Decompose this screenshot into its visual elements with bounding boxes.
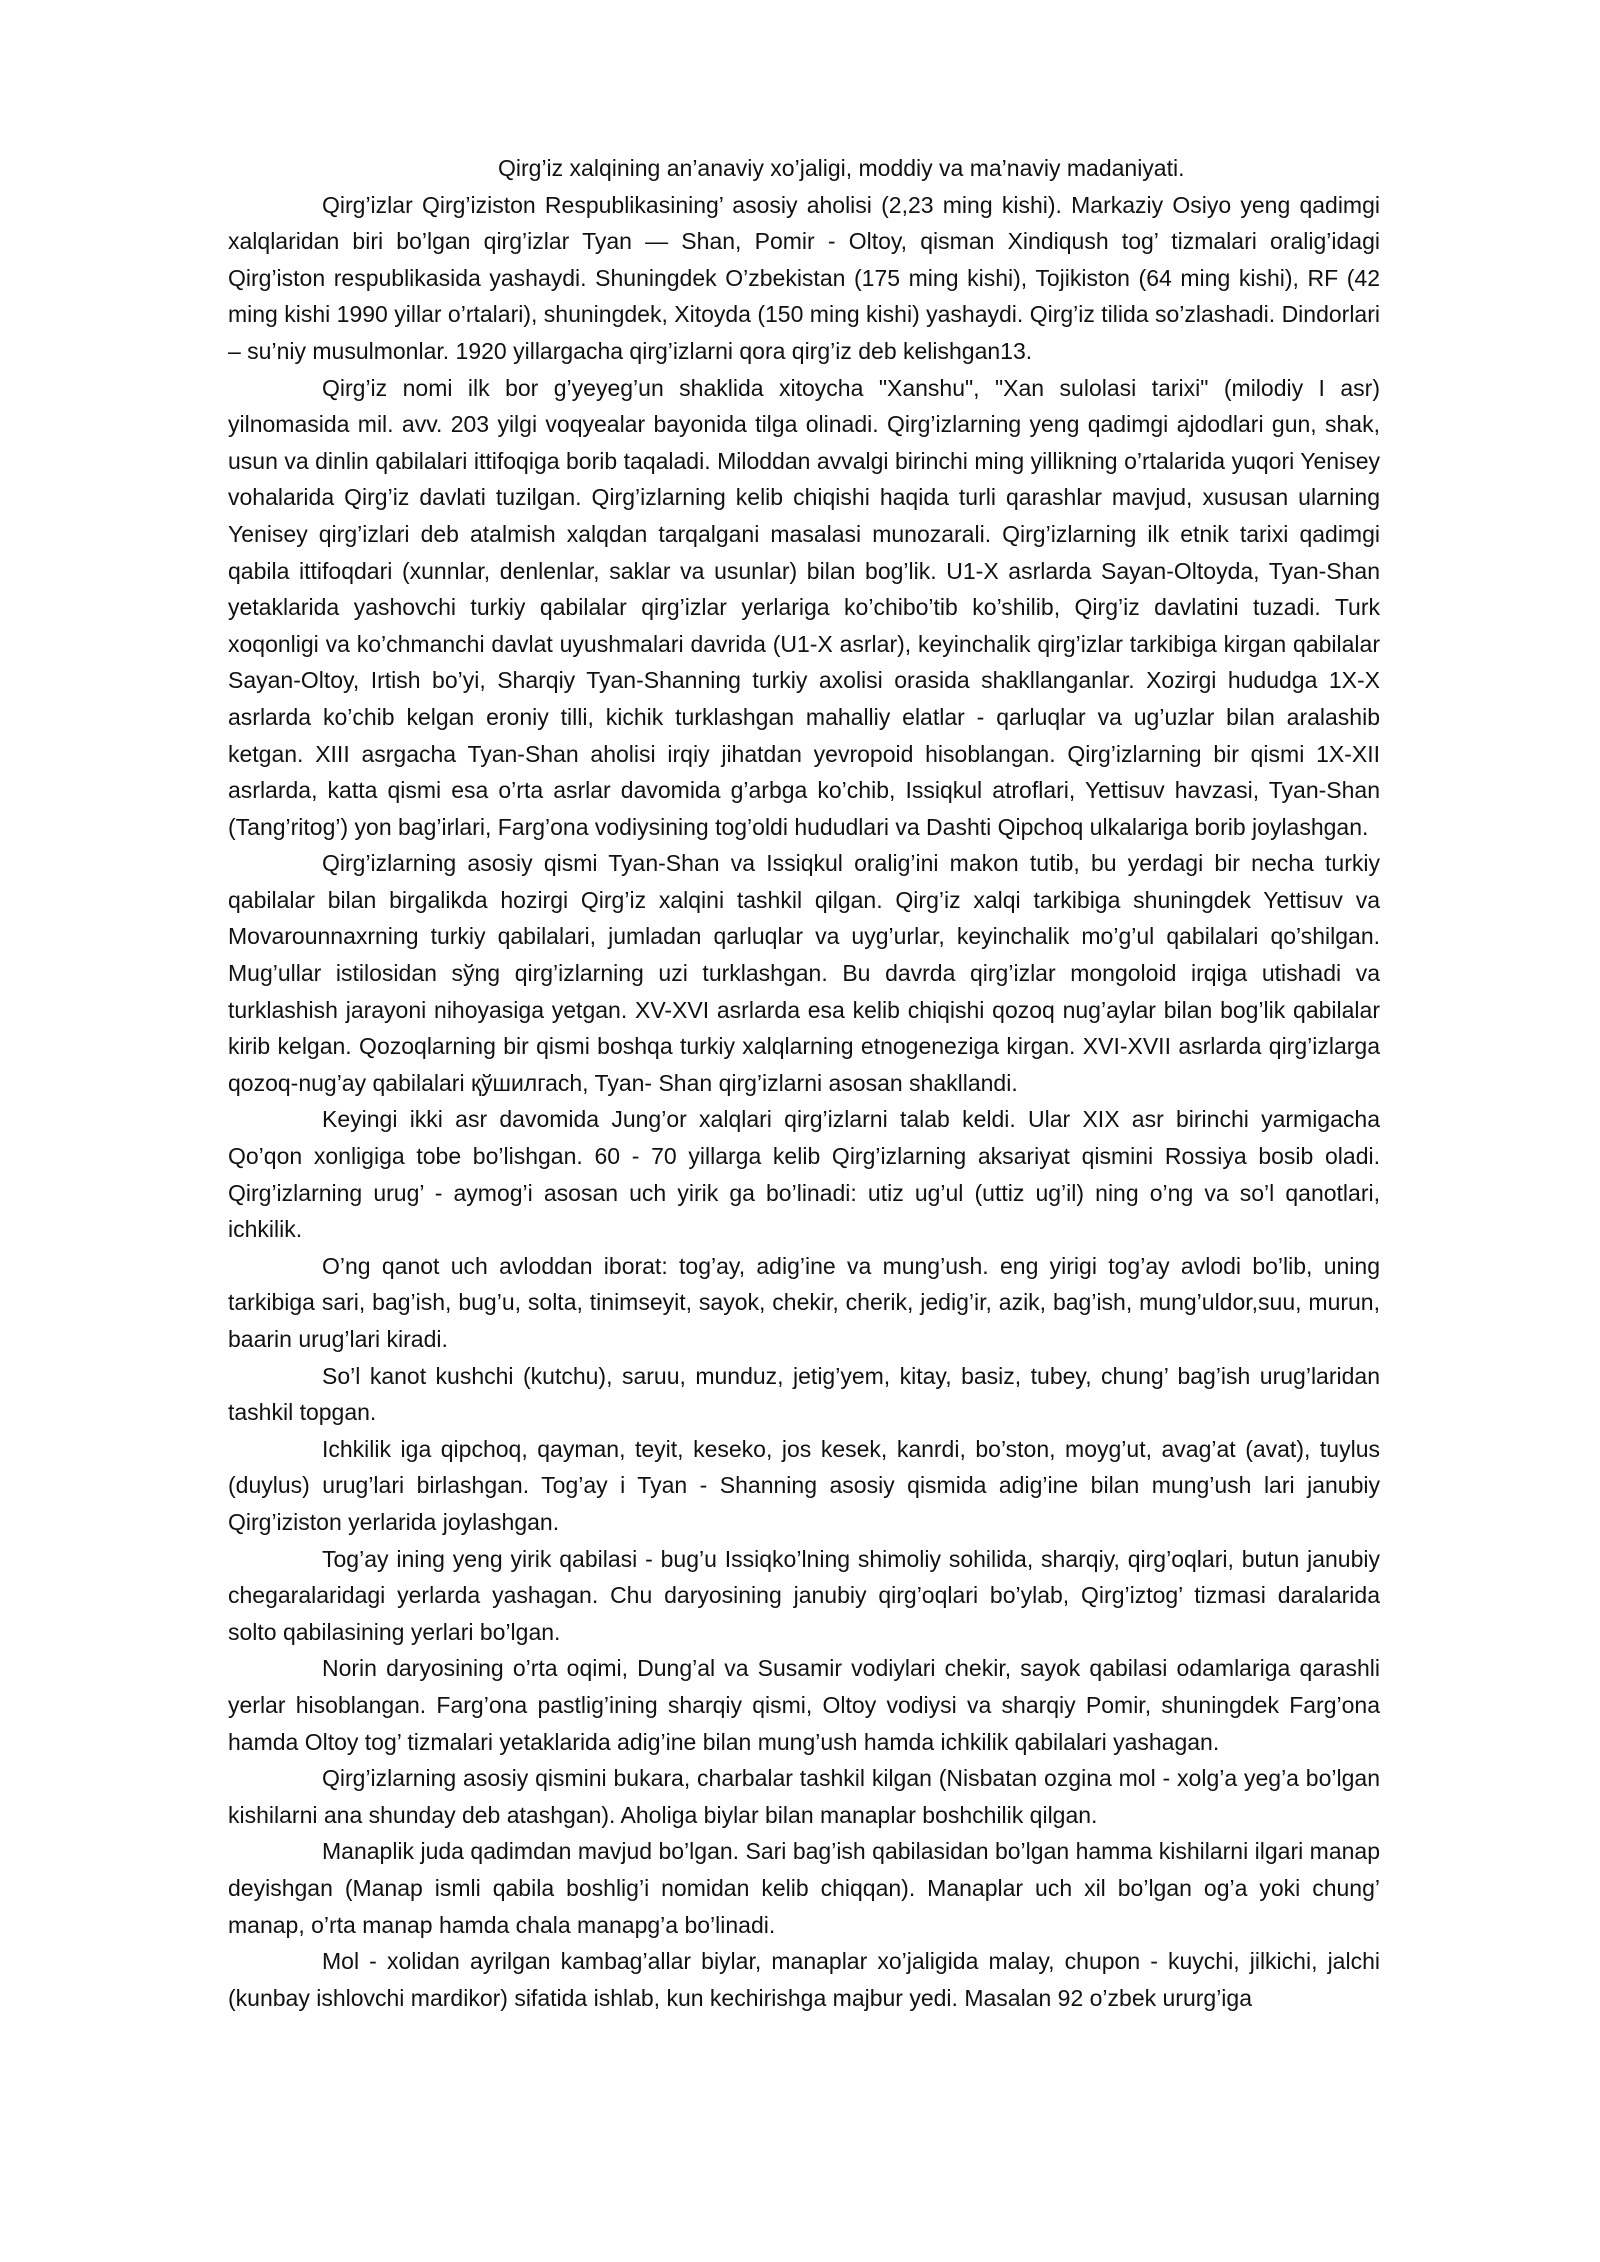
paragraph-poor: Mol - xolidan ayrilgan kambag’allar biylar, manaplar xo’jaligida malay, chupon - kuychi, jilkichi, jalchi (kunbay ishlovchi mardikor) sifatida ishlab, kun kechirishga majbur yedi. Masalan 92 o’zbek ururg’iga xyxy=(228,1948,1380,2011)
page-title: Qirg’iz xalqining an’anaviy xo’jaligi, moddiy va ma’naviy madaniyati. xyxy=(498,155,1185,181)
paragraph-history: Keyingi ikki asr davomida Jung’or xalqlari qirg’izlarni talab keldi. Ular XIX asr birinchi yarmigacha Qo’qon xonligiga tobe bo’lishgan. 60 - 70 yillarga kelib Qirg’izlarning aksariyat qismini Rossiya bosib oladi. Qirg’izlarning urug’ - aymog’i asosan uch yirik ga bo’linadi: utiz ug’ul (uttiz ug’il) ning o’ng va so’l qanotlari, ichkilik. xyxy=(228,1106,1380,1243)
paragraph-left-wing: So’l kanot kushchi (kutchu), saruu, munduz, jetig’yem, kitay, basiz, tubey, chung’ bag’ish urug’laridan tashkil topgan. xyxy=(228,1362,1380,1426)
paragraph-origin: Qirg’iz nomi ilk bor g’yeyeg’un shaklida xitoycha "Xanshu", "Xan sulolasi tarixi" (milodiy I asr) yilnomasida mil. avv. 203 yilgi voqyealar bayonida tilga olinadi. Qirg’izlarning yeng qadimgi ajdodlari gun, shak, usun va dinlin qabilalari ittifoqiga borib taqaladi. Miloddan avvalgi birinchi ming yillikning o’rtalarida yuqori Yenisey vohalarida Qirg’iz davlati tuzilgan. Qirg’izlarning kelib chiqishi haqida turli qarashlar mavjud, xususan ularning Yenisey qirg’izlari deb atalmish xalqdan tarqalgani masalasi munozarali. Qirg’izlarning ilk etnik tarixi qadimgi qabila ittifoqdari (xunnlar, denlenlar, saklar va usunlar) bilan bog’lik. U1-X asrlarda Sayan-Oltoyda, Tyan-Shan yetaklarida yashovchi turkiy qabilalar qirg’izlar yerlariga ko’chibo’tib ko’shilib, Qirg’iz davlatini tuzadi. Turk xoqonligi va ko’chmanchi davlat uyushmalari davrida (U1-X asrlar), keyinchalik qirg’izlar tarkibiga kirgan qabilalar Sayan-Oltoy, Irtish bo’yi, Sharqiy Tyan-Shanning turkiy axolisi orasida shakllanganlar. Xozirgi hududga 1X-X asrlarda ko’chib kelgan eroniy tilli, kichik turklashgan mahalliy elatlar - qarluqlar va ug’uzlar bilan aralashib ketgan. XIII asrgacha Tyan-Shan aholisi irqiy jihatdan yevropoid hisoblangan. Qirg’izlarning bir qismi 1X-XII asrlarda, katta qismi esa o’rta asrlar davomida g’arbga ko’chib, Issiqkul atroflari, Yettisuv havzasi, Tyan-Shan (Tang’ritog’) yon bag’irlari, Farg’ona vodiysining tog’oldi hududlari va Dashti Qipchoq ulkalariga borib joylashgan. xyxy=(228,374,1380,840)
paragraph-population: Qirg’izlar Qirg’iziston Respublikasining’ asosiy aholisi (2,23 ming kishi). Markaziy Osiyo yeng qadimgi xalqlaridan biri bo’lgan qirg’izlar Tyan — Shan, Pomir - Oltoy, qisman Xindiqush tog’ tizmalari oralig’idagi Qirg’iston respublikasida yashaydi. Shuningdek O’zbekistan (175 ming kishi), Tojikiston (64 ming kishi), RF (42 ming kishi 1990 yillar o’rtalari), shuningdek, Xitoyda (150 ming kishi) yashaydi. Qirg’iz tilida so’zlashadi. Dindorlari – su’niy musulmonlar. 1920 yillargacha qirg’izlarni qora qirg’iz deb kelishgan13. xyxy=(228,191,1380,364)
paragraph-togay: Tog’ay ining yeng yirik qabilasi - bug’u Issiqko’lning shimoliy sohilida, sharqiy, qirg’oqlari, butun janubiy chegaralaridagi yerlarda yashagan. Chu daryosining janubiy qirg’oqlari bo’ylab, Qirg’iztog’ tizmasi daralarida solto qabilasining yerlari bo’lgan. xyxy=(228,1545,1380,1645)
paragraph-norin: Norin daryosining o’rta oqimi, Dung’al va Susamir vodiylari chekir, sayok qabilasi odamlariga qarashli yerlar hisoblangan. Farg’ona pastlig’ining sharqiy qismi, Oltoy vodiysi va sharqiy Pomir, shuningdek Farg’ona hamda Oltoy tog’ tizmalari yetaklarida adig’ine bilan mung’ush hamda ichkilik qabilalari yashagan. xyxy=(228,1655,1380,1755)
paragraph-manaps: Manaplik juda qadimdan mavjud bo’lgan. Sari bag’ish qabilasidan bo’lgan hamma kishilarni ilgari manap deyishgan (Manap ismli qabila boshlig’i nomidan kelib chiqqan). Manaplar uch xil bo’lgan og’a yoki chung’ manap, o’rta manap hamda chala manapg’a bo’linadi. xyxy=(228,1838,1380,1938)
paragraph-social-structure: Qirg’izlarning asosiy qismini bukara, charbalar tashkil kilgan (Nisbatan ozgina mol - xolg’a yeg’a bo’lgan kishilarni ana shunday deb atashgan). Aholiga biylar bilan manaplar boshchilik qilgan. xyxy=(228,1765,1380,1828)
document-page xyxy=(228,150,1380,2016)
paragraph-ichkilik: Ichkilik iga qipchoq, qayman, teyit, keseko, jos kesek, kanrdi, bo’ston, moyg’ut, avag’at (avat), tuylus (duylus) urug’lari birlashgan. Tog’ay i Tyan - Shanning asosiy qismida adig’ine bilan mung’ush lari janubiy Qirg’iziston yerlarida joylashgan. xyxy=(228,1435,1380,1535)
paragraph-ethnic-formation: Qirg’izlarning asosiy qismi Tyan-Shan va Issiqkul oralig’ini makon tutib, bu yerdagi bir necha turkiy qabilalar bilan birgalikda hozirgi Qirg’iz xalqini tashkil qilgan. Qirg’iz xalqi tarkibiga shuningdek Yettisuv va Movarounnaxrning turkiy qabilalari, jumladan qarluqlar va uyg’urlar, keyinchalik mo’g’ul qabilalari qo’shilgan. Mug’ullar istilosidan sўng qirg’izlarning uzi turklashgan. Bu davrda qirg’izlar mongoloid irqiga utishadi va turklashish jarayoni nihoyasiga yetgan. XV-XVI asrlarda esa kelib chiqishi qozoq nug’aylar bilan bog’lik qabilalar kirib kelgan. Qozoqlarning bir qismi boshqa turkiy xalqlarning etnogeneziga kirgan. XVI-XVII asrlarda qirg’izlarga qozoq-nug’ay qabilalari қўшилгаch, Tyan- Shan qirg’izlarni asosan shakllandi. xyxy=(228,850,1380,1096)
paragraph-right-wing: O’ng qanot uch avloddan iborat: tog’ay, adig’ine va mung’ush. eng yirigi tog’ay avlodi bo’lib, uning tarkibiga sari, bag’ish, bug’u, solta, tinimseyit, sayok, chekir, cherik, jedig’ir, azik, bag’ish, mung’uldor,suu, murun, baarin urug’lari kiradi. xyxy=(228,1252,1380,1352)
